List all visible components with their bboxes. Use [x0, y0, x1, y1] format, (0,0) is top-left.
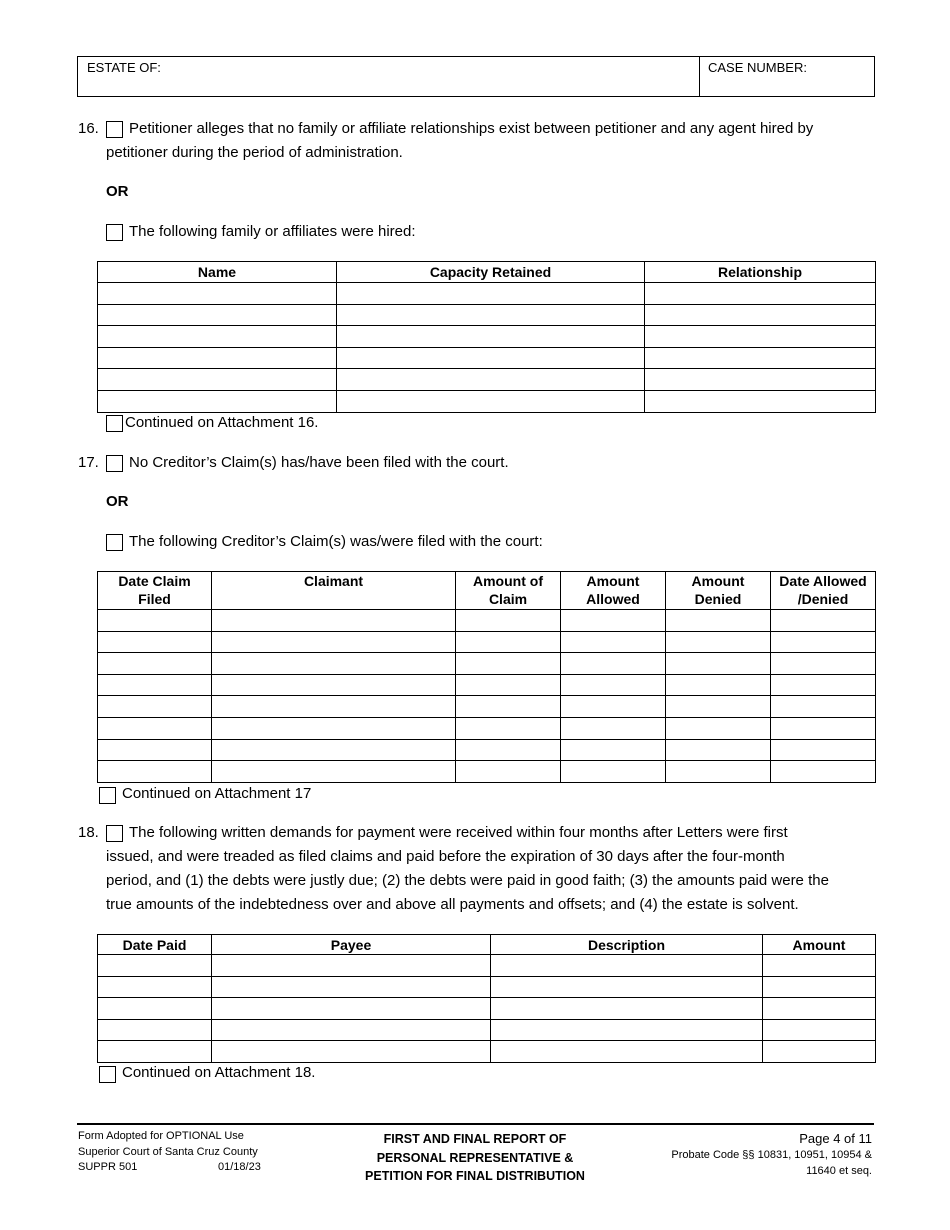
- t17-col-header-line: Amount of: [473, 573, 543, 589]
- t18-table-cell[interactable]: [98, 1041, 212, 1063]
- footer-title-line-2: PERSONAL REPRESENTATIVE &: [376, 1150, 574, 1165]
- continued-17-label: Continued on Attachment 17: [122, 785, 312, 802]
- t18-col-header: Payee: [212, 935, 491, 955]
- t17-col-header-line: Date Claim: [118, 573, 191, 589]
- probate-code-line-2: 11640 et seq.: [806, 1165, 872, 1177]
- t17-table-cell[interactable]: [98, 717, 212, 739]
- t17-table-cell[interactable]: [771, 761, 876, 783]
- t16-table-cell[interactable]: [337, 283, 645, 305]
- t17-table-cell[interactable]: [666, 610, 771, 632]
- t17-table-cell[interactable]: [212, 739, 456, 761]
- t17-table-cell[interactable]: [456, 696, 561, 718]
- t17-table-cell[interactable]: [212, 761, 456, 783]
- t18-table-row: [98, 1019, 876, 1041]
- item-17-number: 17.: [78, 454, 99, 471]
- footer-title-line-1: FIRST AND FINAL REPORT OF: [383, 1132, 567, 1146]
- t16-table-cell[interactable]: [337, 390, 645, 412]
- creditor-claims-table: [97, 571, 876, 783]
- t16-table-row: [98, 369, 876, 391]
- item-18-line-3: period, and (1) the debts were justly due; (2) the debts were paid in good faith; (3) the amounts paid were the: [106, 872, 829, 889]
- item-16-line-1: Petitioner alleges that no family or affiliate relationships exist between petitioner and any agent hired by: [129, 120, 814, 137]
- item-16-no-relationships-checkbox[interactable]: [106, 121, 123, 138]
- t17-table-cell[interactable]: [98, 696, 212, 718]
- footer-rule: [77, 1123, 874, 1125]
- t18-table-cell[interactable]: [98, 955, 212, 977]
- item-18-line-1: The following written demands for payment were received within four months after Letters were first: [129, 824, 788, 841]
- t17-table-cell[interactable]: [666, 717, 771, 739]
- t17-table-cell[interactable]: [561, 631, 666, 653]
- t18-table-cell[interactable]: [212, 955, 491, 977]
- t16-col-header: Name: [98, 262, 337, 283]
- footer-title-line-3: PETITION FOR FINAL DISTRIBUTION: [365, 1169, 585, 1183]
- t16-table-cell[interactable]: [98, 283, 337, 305]
- t17-table-cell[interactable]: [561, 739, 666, 761]
- t18-table-cell[interactable]: [763, 998, 876, 1020]
- t17-table-cell[interactable]: [666, 739, 771, 761]
- t17-col-header: [561, 572, 666, 610]
- t18-table-cell[interactable]: [491, 1041, 763, 1063]
- t17-table-cell[interactable]: [561, 696, 666, 718]
- t17-col-header-line: Date Allowed: [779, 573, 867, 589]
- t16-table-cell[interactable]: [645, 369, 876, 391]
- t17-table-cell[interactable]: [456, 761, 561, 783]
- t16-table-cell[interactable]: [98, 347, 337, 369]
- t16-table-cell[interactable]: [645, 283, 876, 305]
- t18-table-row: [98, 1041, 876, 1063]
- t17-table-cell[interactable]: [561, 717, 666, 739]
- t17-col-header: [98, 572, 212, 610]
- t17-table-row: [98, 696, 876, 718]
- t16-table-cell[interactable]: [645, 326, 876, 348]
- item-17-line-1: No Creditor’s Claim(s) has/have been filed with the court.: [129, 454, 509, 471]
- t16-table-cell[interactable]: [98, 369, 337, 391]
- t17-table-row: [98, 761, 876, 783]
- t17-table-row: [98, 674, 876, 696]
- t16-table-cell[interactable]: [98, 326, 337, 348]
- written-demands-table: [97, 934, 876, 1063]
- t17-table-cell[interactable]: [98, 631, 212, 653]
- t16-table-row: [98, 283, 876, 305]
- t18-table-cell[interactable]: [212, 976, 491, 998]
- t16-table-cell[interactable]: [337, 326, 645, 348]
- t17-table-cell[interactable]: [212, 653, 456, 675]
- item-18-line-4: true amounts of the indebtedness over and above all payments and offsets; and (4) the estate is solvent.: [106, 896, 799, 913]
- t17-table-cell[interactable]: [561, 674, 666, 696]
- t17-table-cell[interactable]: [456, 674, 561, 696]
- t17-table-cell[interactable]: [456, 631, 561, 653]
- t17-col-header-line: Amount: [586, 573, 640, 589]
- t17-table-cell[interactable]: [98, 610, 212, 632]
- t17-table-cell[interactable]: [771, 739, 876, 761]
- t16-table-row: [98, 326, 876, 348]
- t17-table-cell[interactable]: [666, 631, 771, 653]
- header-divider: [699, 57, 700, 96]
- t18-table-cell[interactable]: [491, 998, 763, 1020]
- t17-table-cell[interactable]: [212, 610, 456, 632]
- t16-table-cell[interactable]: [337, 347, 645, 369]
- t18-col-header: Amount: [763, 935, 876, 955]
- t18-col-header: Description: [491, 935, 763, 955]
- t18-table-cell[interactable]: [98, 1019, 212, 1041]
- t17-col-header-line: [212, 590, 455, 608]
- t16-col-header: Capacity Retained: [337, 262, 645, 283]
- t17-table-cell[interactable]: [561, 761, 666, 783]
- continued-17-checkbox[interactable]: [99, 787, 116, 804]
- item-18-number: 18.: [78, 824, 99, 841]
- continued-18-checkbox[interactable]: [99, 1066, 116, 1083]
- t18-col-header: Date Paid: [98, 935, 212, 955]
- t16-table-cell[interactable]: [337, 369, 645, 391]
- item-18-line-2: issued, and were treaded as filed claims and paid before the expiration of 30 days after the four-month: [106, 848, 785, 865]
- footer-court: Superior Court of Santa Cruz County: [78, 1146, 258, 1158]
- page-number: Page 4 of 11: [799, 1131, 872, 1146]
- t17-col-header-line: Denied: [694, 591, 742, 607]
- t17-table-row: [98, 631, 876, 653]
- item-16-option-2: The following family or affiliates were hired:: [129, 223, 416, 240]
- footer-form-date: 01/18/23: [218, 1161, 261, 1173]
- t17-table-cell[interactable]: [456, 739, 561, 761]
- item-17-claims-filed-checkbox[interactable]: [106, 534, 123, 551]
- t16-header-row: [98, 262, 876, 283]
- t17-col-header-line: Allowed: [586, 591, 640, 607]
- t17-table-cell[interactable]: [666, 653, 771, 675]
- estate-header: [77, 56, 875, 97]
- t18-table-row: [98, 976, 876, 998]
- t17-col-header: [212, 572, 456, 610]
- t17-table-cell[interactable]: [98, 761, 212, 783]
- t17-table-cell[interactable]: [771, 674, 876, 696]
- t17-table-cell[interactable]: [771, 610, 876, 632]
- t17-table-cell[interactable]: [98, 739, 212, 761]
- t17-table-cell[interactable]: [771, 696, 876, 718]
- t18-table-cell[interactable]: [491, 955, 763, 977]
- t17-col-header: [456, 572, 561, 610]
- t17-table-cell[interactable]: [666, 761, 771, 783]
- t16-table-cell[interactable]: [337, 304, 645, 326]
- t16-table-row: [98, 390, 876, 412]
- t17-col-header: [666, 572, 771, 610]
- t17-table-row: [98, 717, 876, 739]
- t17-table-cell[interactable]: [666, 696, 771, 718]
- item-16-or: OR: [106, 183, 129, 200]
- t17-table-cell[interactable]: [666, 674, 771, 696]
- t16-table-cell[interactable]: [645, 304, 876, 326]
- item-16-line-2: petitioner during the period of administration.: [106, 144, 403, 161]
- t17-table-cell[interactable]: [212, 631, 456, 653]
- footer-title: [330, 1130, 620, 1186]
- footer-adopted: Form Adopted for OPTIONAL Use: [78, 1130, 244, 1142]
- t16-col-header: Relationship: [645, 262, 876, 283]
- t16-table-row: [98, 304, 876, 326]
- probate-code-line-1: Probate Code §§ 10831, 10951, 10954 &: [671, 1149, 872, 1161]
- t16-table-cell[interactable]: [645, 347, 876, 369]
- estate-of-label: ESTATE OF:: [87, 60, 161, 75]
- t18-table-cell[interactable]: [763, 1041, 876, 1063]
- t17-table-cell[interactable]: [561, 653, 666, 675]
- affiliates-table: [97, 261, 876, 413]
- t17-table-row: [98, 653, 876, 675]
- footer-right: [671, 1130, 872, 1179]
- t18-table-cell[interactable]: [98, 998, 212, 1020]
- case-number-label: CASE NUMBER:: [708, 60, 807, 75]
- t18-table-row: [98, 955, 876, 977]
- t17-table-cell[interactable]: [98, 653, 212, 675]
- t17-table-row: [98, 739, 876, 761]
- t16-table-row: [98, 347, 876, 369]
- t17-table-cell[interactable]: [771, 653, 876, 675]
- t17-table-cell[interactable]: [456, 610, 561, 632]
- item-18-demands-checkbox[interactable]: [106, 825, 123, 842]
- continued-18-label: Continued on Attachment 18.: [122, 1064, 316, 1081]
- t17-table-cell[interactable]: [456, 717, 561, 739]
- item-16-number: 16.: [78, 120, 99, 137]
- footer-form-id: SUPPR 501: [78, 1161, 138, 1173]
- t17-col-header-line: /Denied: [797, 591, 849, 607]
- item-17-no-claims-checkbox[interactable]: [106, 455, 123, 472]
- t16-table-cell[interactable]: [98, 304, 337, 326]
- t17-col-header-line: Claim: [488, 591, 528, 607]
- t18-table-cell[interactable]: [212, 998, 491, 1020]
- t18-table-cell[interactable]: [491, 1019, 763, 1041]
- t16-table-cell[interactable]: [645, 390, 876, 412]
- t18-table-cell[interactable]: [98, 976, 212, 998]
- item-17-option-2: The following Creditor’s Claim(s) was/were filed with the court:: [129, 533, 543, 550]
- t17-header-row: [98, 572, 876, 610]
- t17-table-cell[interactable]: [212, 717, 456, 739]
- t16-table-cell[interactable]: [98, 390, 337, 412]
- item-17-or: OR: [106, 493, 129, 510]
- t18-table-cell[interactable]: [763, 976, 876, 998]
- t17-table-cell[interactable]: [561, 610, 666, 632]
- t18-header-row: [98, 935, 876, 955]
- t18-table-cell[interactable]: [212, 1019, 491, 1041]
- t17-table-cell[interactable]: [212, 674, 456, 696]
- t18-table-cell[interactable]: [763, 1019, 876, 1041]
- t17-table-cell[interactable]: [98, 674, 212, 696]
- t18-table-cell[interactable]: [212, 1041, 491, 1063]
- t17-col-header-line: Amount: [691, 573, 745, 589]
- t17-table-row: [98, 610, 876, 632]
- t18-table-cell[interactable]: [763, 955, 876, 977]
- continued-16-label: Continued on Attachment 16.: [125, 414, 319, 431]
- t18-table-cell[interactable]: [491, 976, 763, 998]
- t17-col-header: [771, 572, 876, 610]
- t17-col-header-line: Filed: [138, 591, 171, 607]
- t17-table-cell[interactable]: [212, 696, 456, 718]
- continued-16-checkbox[interactable]: [106, 415, 123, 432]
- t17-table-cell[interactable]: [771, 717, 876, 739]
- t17-table-cell[interactable]: [771, 631, 876, 653]
- t17-col-header-line: Claimant: [303, 573, 364, 589]
- t18-table-row: [98, 998, 876, 1020]
- t17-table-cell[interactable]: [456, 653, 561, 675]
- item-16-affiliates-hired-checkbox[interactable]: [106, 224, 123, 241]
